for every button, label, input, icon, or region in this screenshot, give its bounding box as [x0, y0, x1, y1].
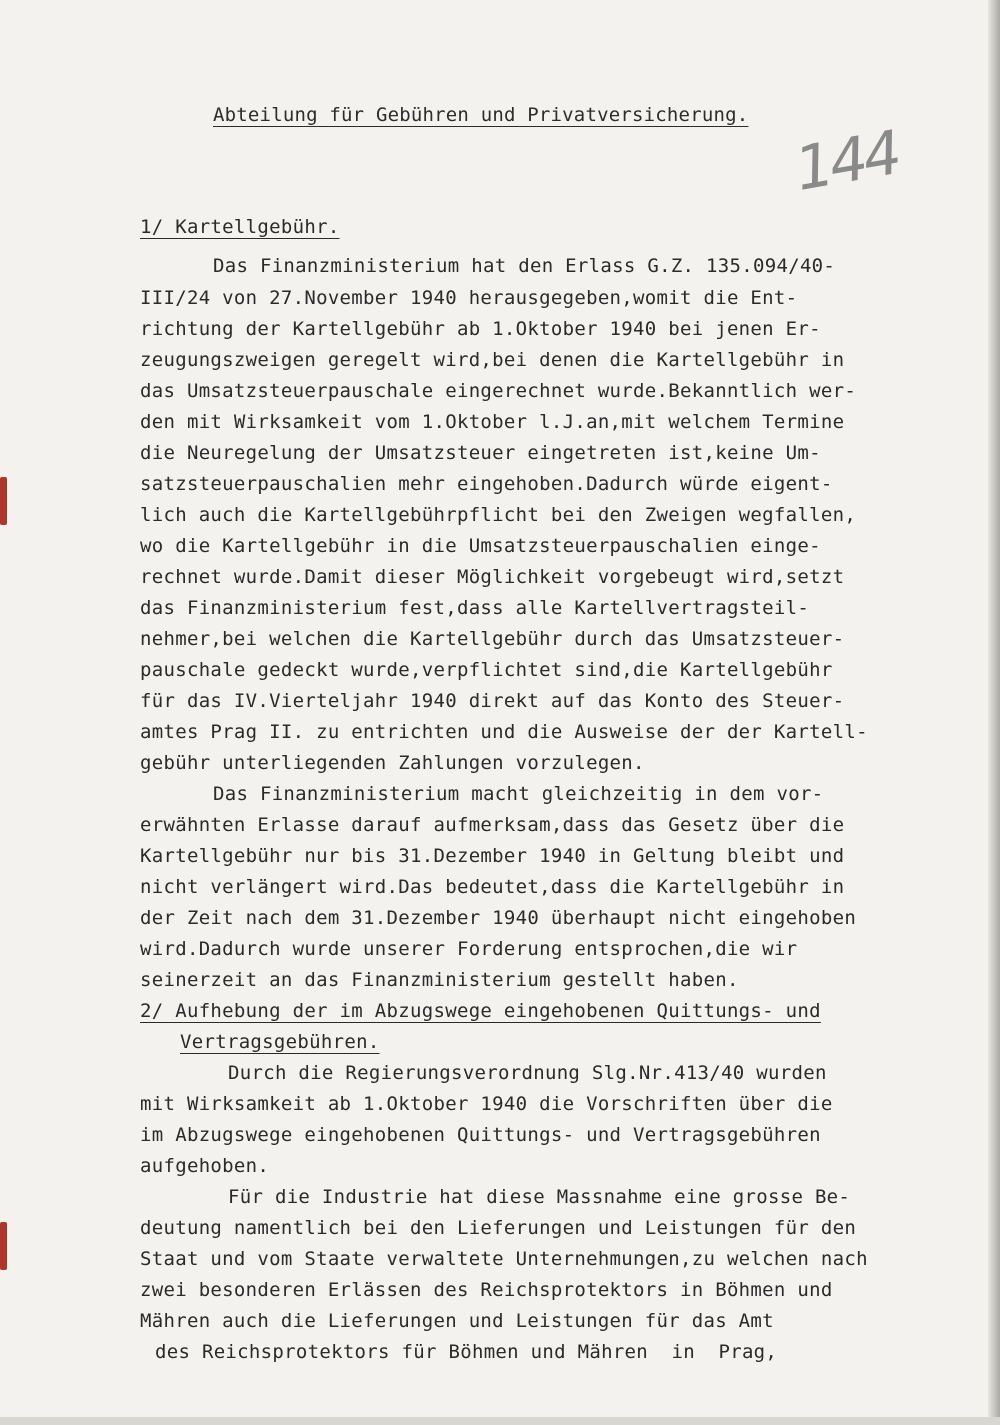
text-line: wo die Kartellgebühr in die Umsatzsteuerpauschalien einge-: [140, 535, 821, 557]
text-line: nicht verlängert wird.Das bedeutet,dass die Kartellgebühr in: [140, 876, 845, 898]
section-heading: 1/ Kartellgebühr.: [140, 216, 340, 238]
text-line: zwei besonderen Erlässen des Reichsprotektors in Böhmen und: [140, 1279, 833, 1301]
text-line: nehmer,bei welchen die Kartellgebühr durch das Umsatzsteuer-: [140, 628, 845, 650]
text-line: der Zeit nach dem 31.Dezember 1940 überhaupt nicht eingehoben: [140, 907, 857, 929]
text-line: satzsteuerpauschalien mehr eingehoben.Dadurch würde eigent-: [140, 473, 833, 495]
text-line: aufgehoben.: [140, 1155, 270, 1177]
page-edge-shadow: [988, 0, 1000, 1425]
text-line: Staat und vom Staate verwaltete Unternehmungen,zu welchen nach: [140, 1248, 868, 1270]
text-line: Durch die Regierungsverordnung Slg.Nr.413/40 wurden: [228, 1062, 827, 1084]
text-line: gebühr unterliegenden Zahlungen vorzulegen.: [140, 752, 645, 774]
text-line: wird.Dadurch wurde unserer Forderung entsprochen,die wir: [140, 938, 798, 960]
text-line: den mit Wirksamkeit vom 1.Oktober l.J.an,mit welchem Termine: [140, 411, 845, 433]
text-line: das Umsatzsteuerpauschale eingerechnet wurde.Bekanntlich wer-: [140, 380, 857, 402]
text-line: das Finanzministerium fest,dass alle Kartellvertragsteil-: [140, 597, 810, 619]
text-line: amtes Prag II. zu entrichten und die Ausweise der der Kartell-: [140, 721, 868, 743]
text-line: für das IV.Vierteljahr 1940 direkt auf das Konto des Steuer-: [140, 690, 845, 712]
text-line: lich auch die Kartellgebührpflicht bei den Zweigen wegfallen,: [140, 504, 857, 526]
section-heading: 2/ Aufhebung der im Abzugswege eingehobenen Quittungs- und: [140, 1000, 821, 1022]
text-line: des Reichsprotektors für Böhmen und Mähren in Prag,: [155, 1341, 778, 1363]
text-line: die Neuregelung der Umsatzsteuer eingetreten ist,keine Um-: [140, 442, 821, 464]
text-line: III/24 von 27.November 1940 herausgegeben,womit die Ent-: [140, 287, 798, 309]
punch-hole-mark: [0, 1222, 7, 1270]
text-line: deutung namentlich bei den Lieferungen und Leistungen für den: [140, 1217, 857, 1239]
text-line: Das Finanzministerium macht gleichzeitig in dem vor-: [213, 783, 824, 805]
text-line: im Abzugswege eingehobenen Quittungs- und Vertragsgebühren: [140, 1124, 821, 1146]
text-line: zeugungszweigen geregelt wird,bei denen die Kartellgebühr in: [140, 349, 845, 371]
text-line: mit Wirksamkeit ab 1.Oktober 1940 die Vorschriften über die: [140, 1093, 833, 1115]
handwritten-page-number: 144: [790, 118, 904, 205]
document-title: Abteilung für Gebühren und Privatversicherung.: [213, 104, 749, 126]
text-line: erwähnten Erlasse darauf aufmerksam,dass das Gesetz über die: [140, 814, 845, 836]
page-bottom-edge: [0, 1417, 1000, 1425]
text-line: Mähren auch die Lieferungen und Leistungen für das Amt: [140, 1310, 774, 1332]
text-line: richtung der Kartellgebühr ab 1.Oktober 1940 bei jenen Er-: [140, 318, 821, 340]
text-line: pauschale gedeckt wurde,verpflichtet sind,die Kartellgebühr: [140, 659, 833, 681]
punch-hole-mark: [0, 477, 7, 525]
text-line: Kartellgebühr nur bis 31.Dezember 1940 in Geltung bleibt und: [140, 845, 845, 867]
section-heading-continuation: Vertragsgebühren.: [180, 1031, 380, 1053]
text-line: Das Finanzministerium hat den Erlass G.Z. 135.094/40-: [213, 255, 836, 277]
text-line: Für die Industrie hat diese Massnahme eine grosse Be-: [228, 1186, 851, 1208]
text-line: rechnet wurde.Damit dieser Möglichkeit vorgebeugt wird,setzt: [140, 566, 845, 588]
text-line: seinerzeit an das Finanzministerium gestellt haben.: [140, 969, 739, 991]
